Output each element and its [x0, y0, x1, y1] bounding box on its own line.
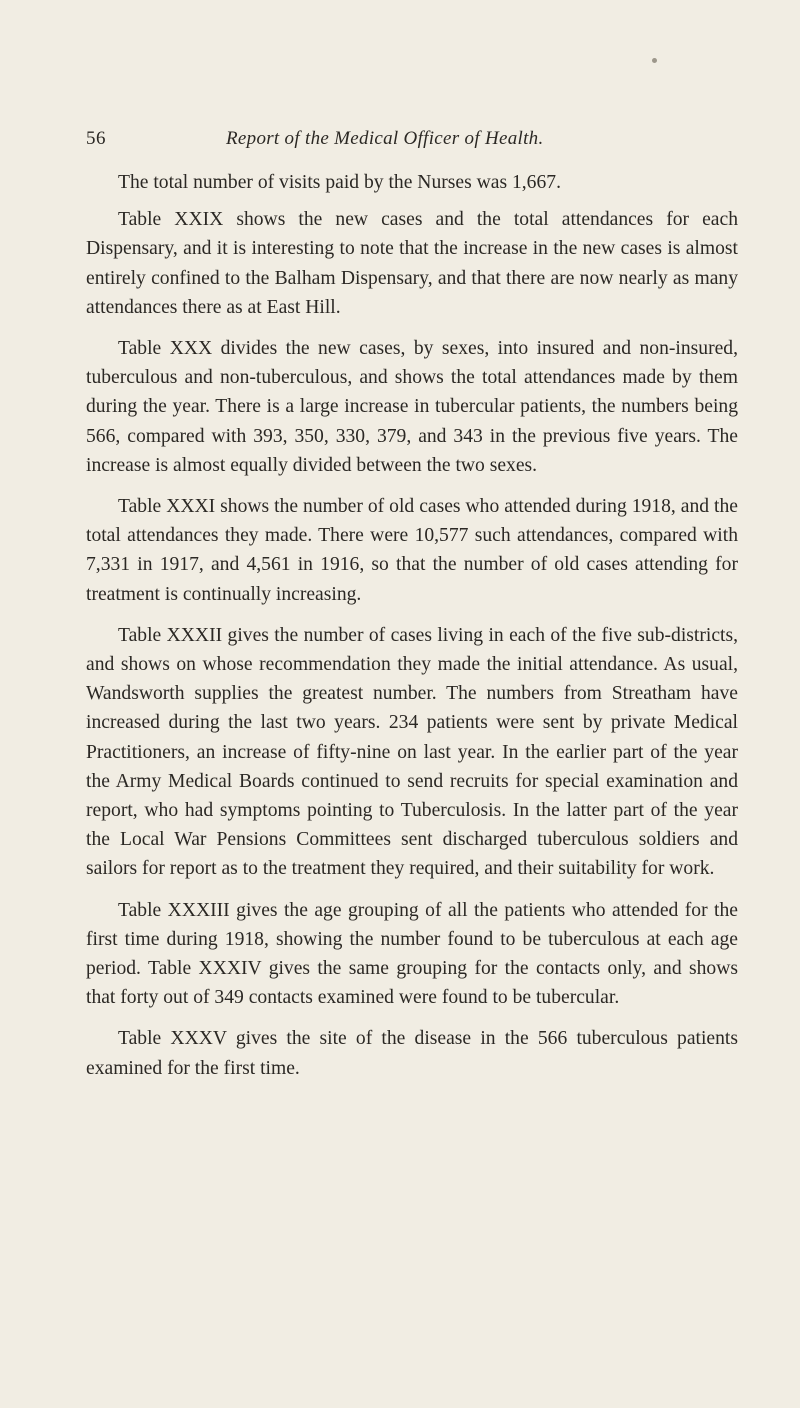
paragraph-table-xxxiii: Table XXXIII gives the age grouping of all the patients who attended for the first time during 1918, showing the number found to be tuberculous at each age period. Table XXXIV gives the same grouping for the contacts only, and shows that forty out of 349 contacts examined were found to be tubercular.	[86, 899, 738, 1009]
page-header	[86, 128, 726, 158]
paragraph-table-xxxi: Table XXXI shows the number of old cases who attended during 1918, and the total attendances they made. There were 10,577 such attendances, compared with 7,331 in 1917, and 4,561 in 1916, so that the number of old cases attending for treatment is continually increasing.	[86, 496, 738, 605]
paragraph-nurse-visits: The total number of visits paid by the Nurses was 1,667.	[118, 172, 561, 193]
paper-speck	[652, 58, 657, 63]
paragraph-table-xxix: Table XXIX shows the new cases and the total attendances for each Dispensary, and it is interesting to note that the increase in the new cases is almost entirely confined to the Balham Dispensary, and that there are now nearly as many attendances there as at East Hill.	[86, 209, 738, 318]
body-text	[86, 168, 738, 1095]
paragraph-table-xxxii: Table XXXII gives the number of cases living in each of the five sub-districts, and shows on whose recommendation they made the initial attendance. As usual, Wandsworth supplies the greatest number. The numbers from Streatham have increased during the last two years. 234 patients were sent by private Medical Practitioners, an increase of fifty-nine on last year. In the earlier part of the year the Army Medical Boards continued to send recruits for special examination and report, who had symptoms pointing to Tuberculosis. In the latter part of the year the Local War Pensions Committees sent discharged tuberculous soldiers and sailors for report as to the treatment they required, and their suitability for work.	[86, 624, 738, 880]
paragraph-table-xxx: Table XXX divides the new cases, by sexes, into insured and non-insured, tuberculous and non-tuberculous, and shows the total attendances made by them during the year. There is a large increase in tubercular patients, the numbers being 566, compared with 393, 350, 330, 379, and 343 in the previous five years. The increase is almost equally divided between the two sexes.	[86, 338, 738, 476]
running-title: Report of the Medical Officer of Health.	[226, 128, 544, 149]
page-number: 56	[86, 128, 106, 149]
paragraph-table-xxxv: Table XXXV gives the site of the disease in the 566 tuberculous patients examined for the first time.	[86, 1028, 738, 1079]
